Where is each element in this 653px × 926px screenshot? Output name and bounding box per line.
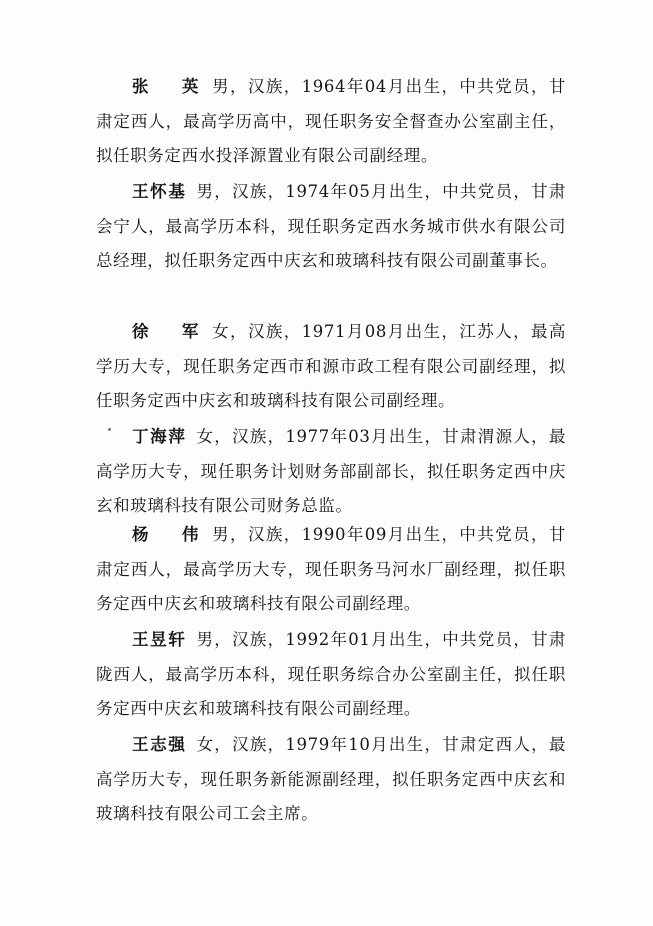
person-name: 王怀基 <box>132 182 187 201</box>
person-bio: 男，汉族，1964年04月出生，中共党员，甘肃定西人，最高学历高中，现任职务安全督查办公室副主任，拟任职务定西水投泽源置业有限公司副经理。 <box>96 77 566 165</box>
entry-wang-zhiqiang <box>96 728 566 832</box>
person-bio: 男，汉族，1974年05月出生，中共党员，甘肃会宁人，最高学历本科，现任职务定西水务城市供水有限公司总经理，拟任职务定西中庆玄和玻璃科技有限公司副董事长。 <box>96 182 566 270</box>
entry-zhang-ying <box>96 70 566 174</box>
person-name: 丁海萍 <box>132 427 187 446</box>
entry-wang-huaiji <box>96 175 566 279</box>
person-bio: 女，汉族，1977年03月出生，甘肃渭源人，最高学历大专，现任职务计划财务部副部长，拟任职务定西中庆玄和玻璃科技有限公司财务总监。 <box>96 427 566 515</box>
person-name: 徐 军 <box>132 322 213 341</box>
entry-xu-jun <box>96 315 566 419</box>
entry-yang-wei <box>96 518 566 622</box>
person-bio: 女，汉族，1971月08月出生，江苏人，最高学历大专，现任职务定西市和源市政工程有限公司副经理，拟任职务定西中庆玄和玻璃科技有限公司副经理。 <box>96 322 566 410</box>
person-name: 张 英 <box>132 77 213 96</box>
person-bio: 女，汉族，1979年10月出生，甘肃定西人，最高学历大专，现任职务新能源副经理，拟任职务定西中庆玄和玻璃科技有限公司工会主席。 <box>96 735 566 823</box>
person-name: 王昱轩 <box>132 630 187 649</box>
scan-speck <box>108 428 111 431</box>
person-name: 王志强 <box>132 735 187 754</box>
entry-wang-yuxuan <box>96 623 566 727</box>
entry-ding-haiping <box>96 420 566 524</box>
person-name: 杨 伟 <box>132 525 213 544</box>
person-bio: 男，汉族，1990年09月出生，中共党员，甘肃定西人，最高学历大专，现任职务马河水厂副经理，拟任职务定西中庆玄和玻璃科技有限公司副经理。 <box>96 525 566 613</box>
person-bio: 男，汉族，1992年01月出生，中共党员，甘肃陇西人，最高学历本科，现任职务综合办公室副主任，拟任职务定西中庆玄和玻璃科技有限公司副经理。 <box>96 630 566 718</box>
